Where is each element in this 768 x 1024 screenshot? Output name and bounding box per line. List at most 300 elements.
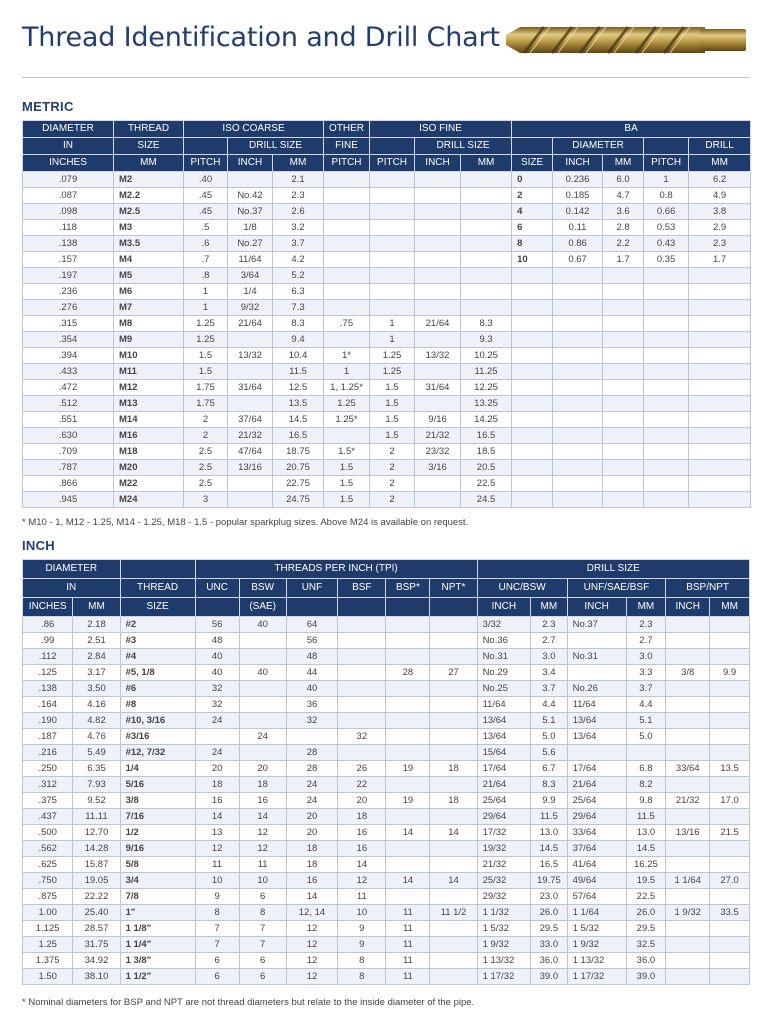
table-cell: 3.17 xyxy=(73,665,120,681)
table-cell: 3.2 xyxy=(273,220,324,236)
table-cell: 10.25 xyxy=(461,348,512,364)
table-row xyxy=(23,492,751,508)
table-cell xyxy=(415,300,461,316)
table-cell: 3/8 xyxy=(666,665,710,681)
table-cell: 0 xyxy=(512,172,553,188)
metric-table xyxy=(22,120,751,508)
table-cell: 64 xyxy=(286,617,337,633)
table-cell: 4.4 xyxy=(626,697,666,713)
table-cell: 11.5 xyxy=(531,809,567,825)
table-cell: .875 xyxy=(23,889,73,905)
table-cell: 14 xyxy=(239,809,286,825)
table-cell xyxy=(603,364,644,380)
table-cell xyxy=(666,937,710,953)
table-cell: No.36 xyxy=(477,633,531,649)
table-cell: .45 xyxy=(184,204,228,220)
table-cell: 8.3 xyxy=(461,316,512,332)
table-row xyxy=(23,460,751,476)
table-row xyxy=(23,188,751,204)
table-cell: 5.0 xyxy=(531,729,567,745)
table-cell: 3/8 xyxy=(120,793,195,809)
table-cell: M3.5 xyxy=(114,236,184,252)
table-cell: 9.4 xyxy=(273,332,324,348)
table-cell: 22.22 xyxy=(73,889,120,905)
table-cell xyxy=(644,364,689,380)
table-cell: 4 xyxy=(512,204,553,220)
table-cell: 14 xyxy=(386,825,430,841)
table-row xyxy=(23,617,750,633)
table-cell: 28 xyxy=(286,745,337,761)
table-cell: 11/64 xyxy=(567,697,626,713)
table-cell xyxy=(512,412,553,428)
table-cell: M9 xyxy=(114,332,184,348)
table-row xyxy=(23,905,750,921)
table-cell xyxy=(666,809,710,825)
table-cell: 2 xyxy=(370,492,415,508)
table-cell: 6 xyxy=(195,953,239,969)
table-cell xyxy=(710,681,750,697)
table-cell: 1.50 xyxy=(23,969,73,985)
table-cell xyxy=(603,300,644,316)
table-cell xyxy=(430,809,477,825)
table-cell: 13/64 xyxy=(567,729,626,745)
table-cell: .354 xyxy=(23,332,114,348)
table-cell: 2.8 xyxy=(603,220,644,236)
table-cell: 32 xyxy=(195,697,239,713)
table-cell: 5.49 xyxy=(73,745,120,761)
table-cell: 48 xyxy=(286,649,337,665)
table-cell: 1 5/32 xyxy=(477,921,531,937)
table-cell xyxy=(644,396,689,412)
diameter-mm-header: MM xyxy=(73,598,120,617)
table-cell: 25.40 xyxy=(73,905,120,921)
table-cell xyxy=(603,492,644,508)
table-cell: 3/16 xyxy=(415,460,461,476)
table-cell: M13 xyxy=(114,396,184,412)
table-cell: 11 xyxy=(386,921,430,937)
table-cell xyxy=(603,476,644,492)
table-cell: .125 xyxy=(23,665,73,681)
table-cell: 25/32 xyxy=(477,873,531,889)
table-cell xyxy=(553,332,603,348)
table-cell: 12 xyxy=(286,969,337,985)
table-cell: 4.16 xyxy=(73,697,120,713)
table-cell xyxy=(386,745,430,761)
table-row xyxy=(23,332,751,348)
table-cell: 7/8 xyxy=(120,889,195,905)
table-cell: 33.5 xyxy=(710,905,750,921)
table-cell: 1.5 xyxy=(324,492,370,508)
table-cell: 33/64 xyxy=(567,825,626,841)
bsp-mm-header: MM xyxy=(710,598,750,617)
table-row xyxy=(23,348,751,364)
bsw-header: BSW xyxy=(239,579,286,598)
table-cell: 1.25 xyxy=(370,364,415,380)
table-cell xyxy=(553,412,603,428)
table-cell xyxy=(386,841,430,857)
table-cell: 21/32 xyxy=(477,857,531,873)
table-row xyxy=(23,841,750,857)
table-cell: 37/64 xyxy=(228,412,273,428)
table-cell: 28 xyxy=(286,761,337,777)
table-cell xyxy=(461,172,512,188)
table-cell: 19.05 xyxy=(73,873,120,889)
table-cell xyxy=(430,633,477,649)
table-cell xyxy=(710,857,750,873)
table-cell: 12 xyxy=(338,873,386,889)
table-cell xyxy=(324,268,370,284)
table-cell xyxy=(386,809,430,825)
table-cell: 1/2 xyxy=(120,825,195,841)
table-cell: 2.5 xyxy=(184,460,228,476)
table-cell: M2 xyxy=(114,172,184,188)
table-cell: 0.35 xyxy=(644,252,689,268)
table-cell: .86 xyxy=(23,617,73,633)
table-cell xyxy=(512,332,553,348)
table-cell: 6 xyxy=(512,220,553,236)
table-cell xyxy=(430,953,477,969)
table-cell: 1/4 xyxy=(228,284,273,300)
table-cell: 16.25 xyxy=(626,857,666,873)
table-cell: 13/64 xyxy=(477,729,531,745)
table-row xyxy=(23,873,750,889)
table-cell: 1 1/2" xyxy=(120,969,195,985)
table-cell: .945 xyxy=(23,492,114,508)
table-cell xyxy=(644,332,689,348)
table-cell: 13/16 xyxy=(666,825,710,841)
table-cell xyxy=(710,745,750,761)
table-row xyxy=(23,665,750,681)
table-cell: 1.5* xyxy=(324,444,370,460)
table-cell xyxy=(512,268,553,284)
table-cell: 1 1/64 xyxy=(567,905,626,921)
table-cell: 1/4 xyxy=(120,761,195,777)
table-cell xyxy=(626,745,666,761)
table-cell: 21/64 xyxy=(567,777,626,793)
table-cell: 36 xyxy=(286,697,337,713)
coarse-mm-header: MM xyxy=(273,155,324,172)
table-cell: .187 xyxy=(23,729,73,745)
unf-sae-bsf-drill-header: UNF/SAE/BSF xyxy=(567,579,666,598)
inch-table-body xyxy=(23,617,750,985)
table-cell: No.26 xyxy=(567,681,626,697)
table-cell: 2.6 xyxy=(273,204,324,220)
table-cell: 12 xyxy=(195,841,239,857)
inch-thread-header: THREAD xyxy=(120,579,195,598)
table-cell: 2 xyxy=(184,412,228,428)
diameter-header: INCHES xyxy=(23,155,114,172)
table-cell: 1 9/32 xyxy=(477,937,531,953)
table-cell xyxy=(386,697,430,713)
table-cell xyxy=(386,857,430,873)
sae-header: (SAE) xyxy=(239,598,286,617)
table-row xyxy=(23,268,751,284)
table-cell: 12.5 xyxy=(273,380,324,396)
table-cell: .312 xyxy=(23,777,73,793)
table-cell: 12 xyxy=(239,825,286,841)
table-cell xyxy=(430,969,477,985)
table-cell: 14 xyxy=(286,889,337,905)
table-cell: 8 xyxy=(195,905,239,921)
diameter-header: DIAMETER xyxy=(23,121,114,138)
table-cell: 2 xyxy=(370,460,415,476)
header-blank xyxy=(195,598,239,617)
npt-header: NPT* xyxy=(430,579,477,598)
table-cell: M18 xyxy=(114,444,184,460)
table-cell: 11 xyxy=(239,857,286,873)
table-cell: 38.10 xyxy=(73,969,120,985)
table-cell: 18 xyxy=(195,777,239,793)
table-cell: 27 xyxy=(430,665,477,681)
table-cell: 14 xyxy=(338,857,386,873)
table-cell: 7 xyxy=(195,937,239,953)
unc-header: UNC xyxy=(195,579,239,598)
table-cell: 29/64 xyxy=(477,809,531,825)
table-cell: 29/32 xyxy=(477,889,531,905)
table-cell xyxy=(553,380,603,396)
table-cell: 17.0 xyxy=(710,793,750,809)
table-cell: 17/32 xyxy=(477,825,531,841)
table-cell: 33.0 xyxy=(531,937,567,953)
table-cell: 26.0 xyxy=(626,905,666,921)
table-cell: 25/64 xyxy=(477,793,531,809)
table-cell: 6.3 xyxy=(273,284,324,300)
thread-header: SIZE xyxy=(114,138,184,155)
table-cell: 19.5 xyxy=(626,873,666,889)
table-cell: .787 xyxy=(23,460,114,476)
table-cell: 11.11 xyxy=(73,809,120,825)
table-cell: 8.3 xyxy=(273,316,324,332)
table-cell: 3.4 xyxy=(531,665,567,681)
table-cell xyxy=(195,729,239,745)
table-cell: .45 xyxy=(184,188,228,204)
table-cell xyxy=(553,396,603,412)
table-cell xyxy=(338,697,386,713)
table-cell: 19/32 xyxy=(477,841,531,857)
table-cell: 18 xyxy=(338,809,386,825)
table-cell xyxy=(666,729,710,745)
table-cell: .562 xyxy=(23,841,73,857)
other-fine-pitch-header: FINE xyxy=(324,138,370,155)
table-cell: 1.75 xyxy=(184,380,228,396)
bsf-header: BSF xyxy=(338,579,386,598)
table-cell: 33/64 xyxy=(666,761,710,777)
table-cell xyxy=(553,460,603,476)
unc-bsw-drill-header: UNC/BSW xyxy=(477,579,567,598)
table-cell xyxy=(239,681,286,697)
table-cell xyxy=(386,729,430,745)
table-cell: .157 xyxy=(23,252,114,268)
table-cell xyxy=(386,889,430,905)
table-cell: 49/64 xyxy=(567,873,626,889)
table-cell xyxy=(430,921,477,937)
table-cell xyxy=(644,444,689,460)
table-cell xyxy=(512,444,553,460)
table-cell xyxy=(553,300,603,316)
table-cell: .375 xyxy=(23,793,73,809)
table-cell xyxy=(415,396,461,412)
table-cell: .7 xyxy=(184,252,228,268)
table-cell xyxy=(644,300,689,316)
table-cell: 3/4 xyxy=(120,873,195,889)
table-cell: 2.5 xyxy=(184,444,228,460)
table-cell: M11 xyxy=(114,364,184,380)
table-cell: 12 xyxy=(286,921,337,937)
table-cell xyxy=(689,460,751,476)
table-cell: 1 3/8" xyxy=(120,953,195,969)
table-cell: 16 xyxy=(338,825,386,841)
table-cell: 1 xyxy=(324,364,370,380)
table-cell: #2 xyxy=(120,617,195,633)
table-cell xyxy=(689,300,751,316)
table-cell xyxy=(461,188,512,204)
table-cell: 41/64 xyxy=(567,857,626,873)
table-cell: 1 xyxy=(184,284,228,300)
table-cell xyxy=(430,649,477,665)
table-cell: M4 xyxy=(114,252,184,268)
table-cell: 13/16 xyxy=(228,460,273,476)
table-cell: 3.7 xyxy=(626,681,666,697)
table-cell: 1.25 xyxy=(23,937,73,953)
table-cell xyxy=(710,889,750,905)
other-fine-pitch-header: PITCH xyxy=(324,155,370,172)
table-cell: 32.5 xyxy=(626,937,666,953)
table-cell: .087 xyxy=(23,188,114,204)
table-cell: 36.0 xyxy=(531,953,567,969)
table-cell xyxy=(430,697,477,713)
ba-drill-header: DRILL xyxy=(689,138,751,155)
table-cell xyxy=(430,729,477,745)
table-cell xyxy=(689,492,751,508)
table-cell: #5, 1/8 xyxy=(120,665,195,681)
metric-footnote: * M10 - 1, M12 - 1.25, M14 - 1.25, M18 - 1.5 - popular sparkplug sizes. Above M24 is available on request. xyxy=(22,517,469,528)
table-row xyxy=(23,681,750,697)
table-cell xyxy=(430,857,477,873)
table-cell: 1 xyxy=(370,316,415,332)
table-cell: 6 xyxy=(195,969,239,985)
table-cell: 14 xyxy=(195,809,239,825)
table-row xyxy=(23,412,751,428)
header-blank xyxy=(338,598,386,617)
table-cell: 11 xyxy=(386,905,430,921)
table-cell: M16 xyxy=(114,428,184,444)
ba-header: BA xyxy=(512,121,751,138)
table-cell: 11.5 xyxy=(273,364,324,380)
table-cell xyxy=(644,380,689,396)
table-cell: 0.142 xyxy=(553,204,603,220)
fine-inch-header: INCH xyxy=(415,155,461,172)
table-cell xyxy=(512,428,553,444)
table-cell: .433 xyxy=(23,364,114,380)
table-cell: 14.5 xyxy=(273,412,324,428)
table-cell: .75 xyxy=(324,316,370,332)
table-cell: 1 17/32 xyxy=(477,969,531,985)
table-cell: 22.75 xyxy=(273,476,324,492)
ba-drill-mm-header: MM xyxy=(689,155,751,172)
table-cell: .112 xyxy=(23,649,73,665)
table-cell xyxy=(710,921,750,937)
table-cell xyxy=(461,268,512,284)
table-cell xyxy=(370,252,415,268)
table-cell: 3.7 xyxy=(273,236,324,252)
table-cell: 6 xyxy=(239,889,286,905)
table-cell: 21/64 xyxy=(228,316,273,332)
table-cell: M12 xyxy=(114,380,184,396)
table-cell: #4 xyxy=(120,649,195,665)
table-cell: 2 xyxy=(512,188,553,204)
table-cell: 3/64 xyxy=(228,268,273,284)
table-cell: 2 xyxy=(370,444,415,460)
table-cell: 8 xyxy=(512,236,553,252)
header-blank xyxy=(430,598,477,617)
table-row xyxy=(23,172,751,188)
table-cell: 4.76 xyxy=(73,729,120,745)
table-cell: .138 xyxy=(23,681,73,697)
table-cell: 9.9 xyxy=(710,665,750,681)
table-cell xyxy=(644,348,689,364)
table-cell: 1.25 xyxy=(370,348,415,364)
table-cell xyxy=(338,617,386,633)
table-row xyxy=(23,476,751,492)
table-cell xyxy=(666,713,710,729)
table-cell: 1.5 xyxy=(370,412,415,428)
table-cell: 13.0 xyxy=(626,825,666,841)
ba-inch-header: INCH xyxy=(553,155,603,172)
table-row xyxy=(23,793,750,809)
table-row xyxy=(23,809,750,825)
table-cell xyxy=(324,300,370,316)
table-cell: M22 xyxy=(114,476,184,492)
table-cell: 11 xyxy=(338,889,386,905)
unf-header: UNF xyxy=(286,579,337,598)
table-cell: 14.28 xyxy=(73,841,120,857)
table-cell xyxy=(415,268,461,284)
table-cell: 11 xyxy=(386,937,430,953)
table-cell xyxy=(338,649,386,665)
table-cell: 11 xyxy=(386,969,430,985)
table-cell xyxy=(553,476,603,492)
table-cell xyxy=(386,777,430,793)
table-row xyxy=(23,284,751,300)
table-cell xyxy=(430,681,477,697)
table-cell: 9 xyxy=(338,937,386,953)
table-cell: 1 xyxy=(644,172,689,188)
iso-fine-header: ISO FINE xyxy=(370,121,512,138)
table-cell: 37/64 xyxy=(567,841,626,857)
table-cell xyxy=(644,412,689,428)
table-cell xyxy=(430,937,477,953)
table-cell: 8 xyxy=(338,969,386,985)
table-cell: 19.75 xyxy=(531,873,567,889)
table-cell: M20 xyxy=(114,460,184,476)
table-cell: 6.2 xyxy=(689,172,751,188)
table-row xyxy=(23,649,750,665)
table-cell: 12.25 xyxy=(461,380,512,396)
table-cell: M5 xyxy=(114,268,184,284)
table-cell xyxy=(386,681,430,697)
tpi-header: THREADS PER INCH (TPI) xyxy=(195,560,477,579)
table-cell xyxy=(415,364,461,380)
table-cell xyxy=(512,460,553,476)
table-cell: 21/32 xyxy=(228,428,273,444)
table-cell: 8 xyxy=(239,905,286,921)
table-row xyxy=(23,252,751,268)
table-cell: 4.2 xyxy=(273,252,324,268)
header-blank xyxy=(644,138,689,155)
table-cell xyxy=(512,364,553,380)
table-cell: .197 xyxy=(23,268,114,284)
table-cell: 19 xyxy=(386,793,430,809)
